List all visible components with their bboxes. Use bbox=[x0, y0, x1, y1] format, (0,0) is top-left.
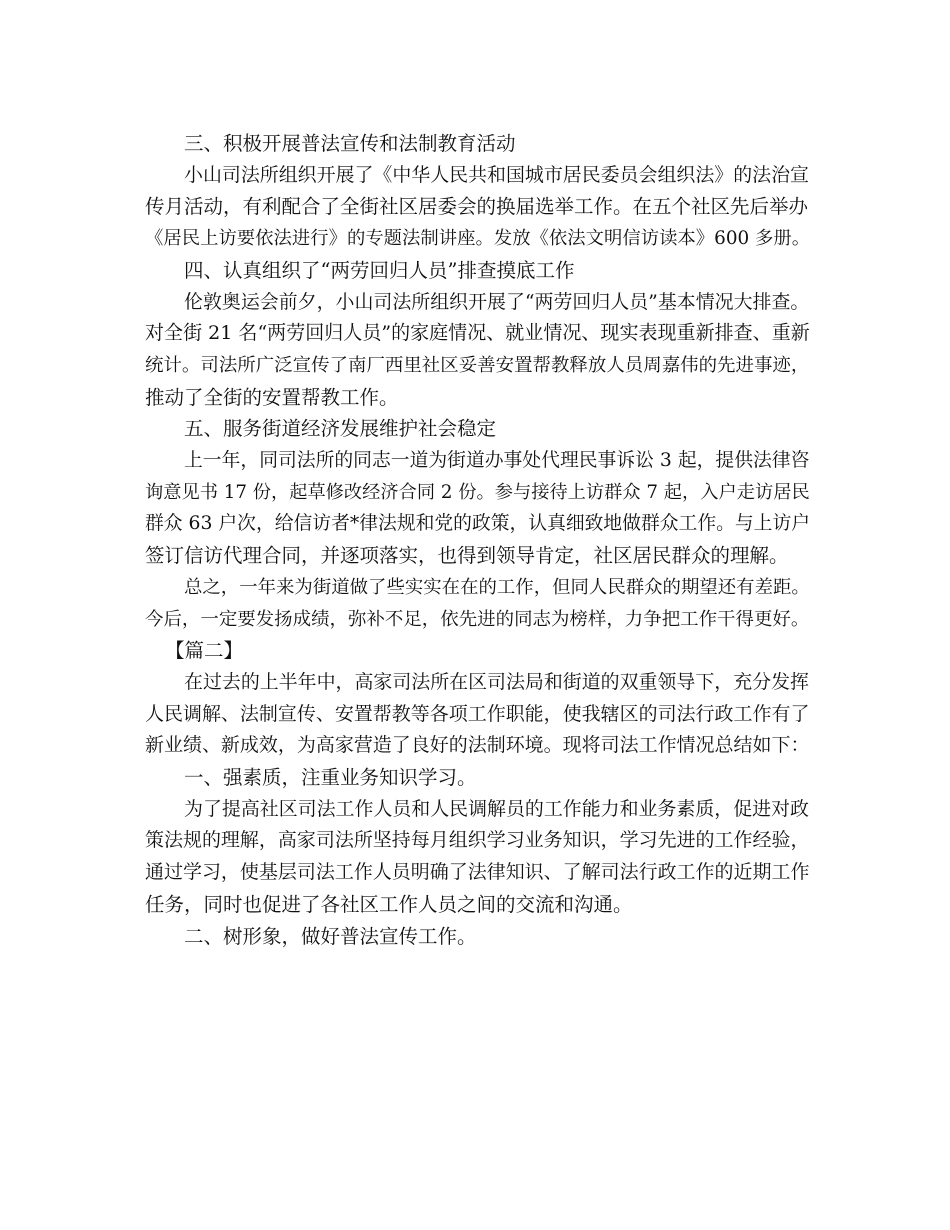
paragraph-line: 为了提高社区司法工作人员和人民调解员的工作能力和业务素质，促进对政 bbox=[184, 797, 809, 820]
section-heading-4: 四、认真组织了“两劳回归人员”排查摸底工作 bbox=[184, 258, 575, 282]
paragraph-line: 对全街 21 名“两劳回归人员”的家庭情况、就业情况、现实表现重新排查、重新 bbox=[145, 322, 810, 345]
paragraph-line: 传月活动，有利配合了全街社区居委会的换届选举工作。在五个社区先后举办 bbox=[145, 195, 809, 219]
section-heading-2: 二、树形象，做好普法宣传工作。 bbox=[184, 924, 477, 948]
part-title: 【篇二】 bbox=[165, 639, 244, 663]
document-body bbox=[145, 128, 810, 952]
paragraph-line: 人民调解、法制宣传、安置帮教等各项工作职能，使我辖区的司法行政工作有了 bbox=[145, 702, 810, 725]
paragraph-line: 任务，同时也促进了各社区工作人员之间的交流和沟通。 bbox=[145, 892, 633, 916]
paragraph-line: 策法规的理解，高家司法所坚持每月组织学习业务知识，学习先进的工作经验， bbox=[145, 829, 810, 852]
paragraph-line: 小山司法所组织开展了《中华人民共和国城市居民委员会组织法》的法治宣 bbox=[184, 163, 809, 186]
paragraph-line: 上一年，同司法所的同志一道为街道办事处代理民事诉讼 3 起，提供法律咨 bbox=[184, 450, 810, 472]
paragraph-line: 《居民上访要依法进行》的专题法制讲座。发放《依法文明信访读本》600 多册。 bbox=[145, 228, 811, 250]
section-heading-3: 三、积极开展普法宣传和法制教育活动 bbox=[184, 132, 516, 155]
paragraph-line: 新业绩、新成效，为高家营造了良好的法制环境。现将司法工作情况总结如下： bbox=[145, 734, 810, 757]
paragraph-line: 询意见书 17 份，起草修改经济合同 2 份。参与接待上访群众 7 起，入户走访居民 bbox=[145, 481, 810, 503]
paragraph-line: 通过学习，使基层司法工作人员明确了法律知识、了解司法行政工作的近期工作 bbox=[145, 861, 810, 884]
paragraph-line: 群众 63 户次，给信访者*律法规和党的政策，认真细致地做群众工作。与上访户 bbox=[145, 513, 811, 535]
paragraph-line: 推动了全街的安置帮教工作。 bbox=[145, 385, 399, 409]
paragraph-line: 签订信访代理合同，并逐项落实，也得到领导肯定，社区居民群众的理解。 bbox=[145, 544, 789, 568]
paragraph-line: 伦敦奥运会前夕，小山司法所组织开展了“两劳回归人员”基本情况大排查。 bbox=[184, 290, 810, 313]
paragraph-line: 在过去的上半年中，高家司法所在区司法局和街道的双重领导下，充分发挥 bbox=[184, 670, 809, 693]
paragraph-line: 统计。司法所广泛宣传了南厂西里社区妥善安置帮教释放人员周嘉伟的先进事迹， bbox=[145, 354, 810, 376]
section-heading-5: 五、服务街道经济发展维护社会稳定 bbox=[184, 417, 497, 441]
paragraph-line: 今后，一定要发扬成绩，弥补不足，依先进的同志为榜样，力争把工作干得更好。 bbox=[145, 608, 810, 630]
section-heading-1: 一、强素质，注重业务知识学习。 bbox=[184, 766, 477, 790]
paragraph-line: 总之，一年来为街道做了些实实在在的工作，但同人民群众的期望还有差距。 bbox=[184, 576, 810, 598]
